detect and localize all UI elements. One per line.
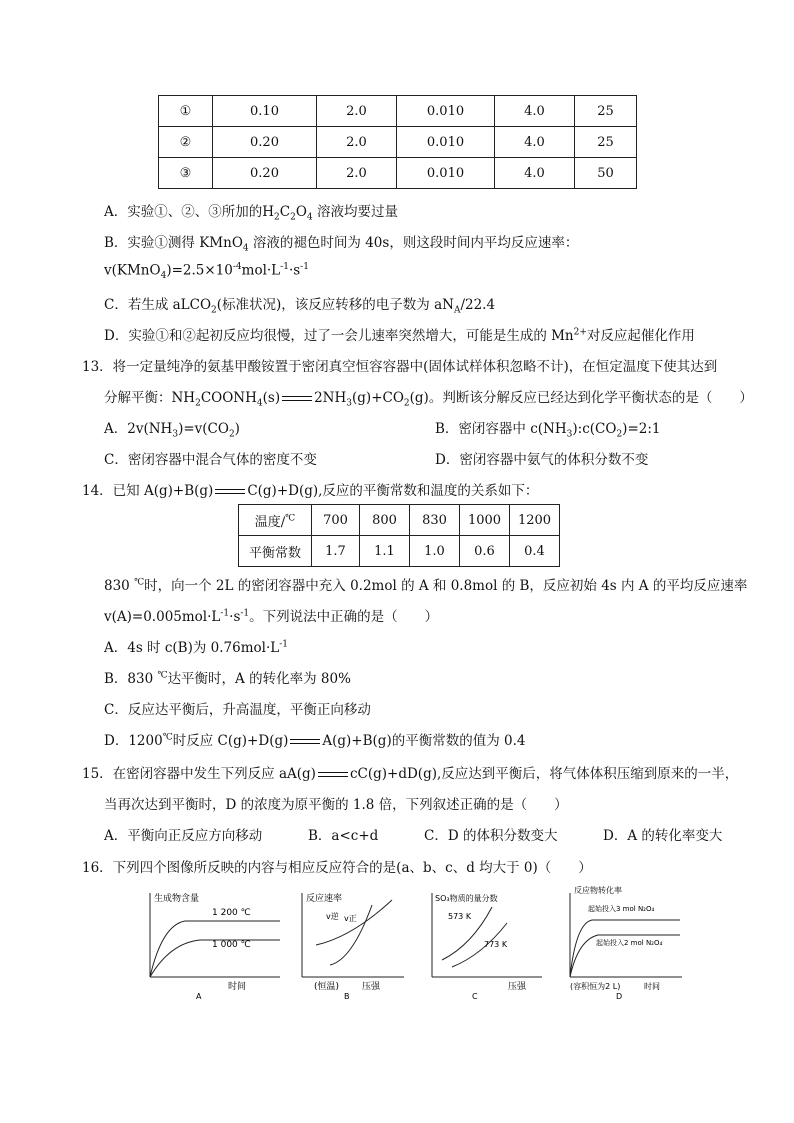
q16-stem: 16．下列四个图像所反映的内容与相应反应符合的是(a、b、c、d 均大于 0)（ ） [82,860,592,876]
svg-text:573 K: 573 K [448,912,472,921]
svg-text:压强: 压强 [508,982,527,992]
table-cell: 0.010 [397,127,495,158]
q12-option-a: A．实验①、②、③所加的$H_2C_2O_4$ 溶液均要过量 [104,204,398,223]
q13-stem-line1: 13．将一定量纯净的氨基甲酸铵置于密闭真空恒容容器中(固体试样体积忽略不计)，在恒定温度下使其达到 [82,359,718,375]
k-cell: 1.7 [312,536,360,567]
q14-option-c: C．反应达平衡后，升高温度，平衡正向移动 [104,702,371,718]
table-cell: 4.0 [495,158,575,189]
table-cell: 0.010 [397,96,495,127]
table-cell: 4.0 [495,96,575,127]
figure-a [140,885,290,1000]
svg-text:B: B [344,992,350,1000]
temp-cell: 700 [312,505,360,536]
equilibrium-arrow-icon [282,394,312,404]
svg-text:时间: 时间 [228,982,247,992]
equilibrium-constant-table [238,504,560,567]
svg-text:(恒温): (恒温) [314,982,340,992]
q14-option-a: A．4s 时 c(B)为 $0.76mol\cdot L^{-1}$ [104,639,288,656]
equilibrium-arrow-icon [215,487,245,497]
table-cell: 0.010 [397,158,495,189]
table-row [159,158,637,189]
figure-d [560,885,690,1000]
table-cell: 4.0 [495,127,575,158]
table-cell: 2.0 [317,96,397,127]
temp-cell: 1000 [460,505,510,536]
svg-text:(容积恒为2 L): (容积恒为2 L) [570,982,621,991]
q12-option-d: D．实验①和②起初反应均很慢，过了一会儿速率突然增大，可能是生成的 $Mn^{2+}$对反应起催化作用 [104,327,695,344]
svg-text:C: C [472,992,478,1000]
experiment-table [158,95,637,189]
q13-option-d: D．密闭容器中氨气的体积分数不变 [435,452,649,468]
svg-text:起始投入3 mol N₂O₄: 起始投入3 mol N₂O₄ [588,905,655,913]
q15-stem-line1: 15．在密闭容器中发生下列反应 aA(g) cC(g)+dD(g),反应达到平衡后，将气体体积压缩到原来的一半， [82,766,739,782]
k-cell: 0.4 [510,536,560,567]
q15-option-d: D．A 的转化率变大 [603,828,723,844]
svg-text:压强: 压强 [362,982,381,992]
svg-text:1 000 ℃: 1 000 ℃ [212,940,251,950]
q13-option-a: A．$2v(NH_3)=v(CO_2)$ [104,421,240,440]
q12-option-b-rate: $v(KMnO_4)=2.5\times 10^{-4}mol\cdot L^{-1}\cdot s^{-1}$ [104,262,309,282]
svg-text:A: A [196,992,202,1000]
svg-text:起始投入2 mol N₂O₄: 起始投入2 mol N₂O₄ [596,939,663,947]
svg-text:1 200 ℃: 1 200 ℃ [212,908,251,918]
table-cell: ① [159,96,213,127]
svg-text:反应物转化率: 反应物转化率 [574,886,622,895]
svg-text:生成物含量: 生成物含量 [154,894,200,904]
table-cell: 25 [575,96,637,127]
q14-paragraph-2: $v(A)=0.005mol\cdot L^{-1}\cdot s^{-1}$。下列说法中正确的是（ ） [104,608,439,625]
table-cell: 50 [575,158,637,189]
table-header-k: 平衡常数 [239,536,312,567]
q12-option-c: C．若生成 aLCO$_2$(标准状况)，该反应转移的电子数为 $aN_A/22.4$ [104,297,496,316]
table-row [159,127,637,158]
table-cell: 0.10 [213,96,317,127]
table-cell: ② [159,127,213,158]
svg-text:v正: v正 [344,914,357,923]
table-cell: ③ [159,158,213,189]
q15-stem-line2: 当再次达到平衡时，D 的浓度为原平衡的 1.8 倍，下列叙述正确的是（ ） [104,797,568,813]
q14-option-d: D．1200℃时反应 C(g)+D(g) A(g)+B(g)的平衡常数的值为 0.4 [104,732,526,749]
q15-option-c: C．D 的体积分数变大 [424,828,558,844]
q15-option-a: A．平衡向正反应方向移动 [104,828,263,844]
equilibrium-arrow-icon [318,770,348,780]
table-header-temp: 温度/℃ [239,505,312,536]
svg-text:773 K: 773 K [484,940,508,949]
svg-text:v逆: v逆 [326,912,339,921]
figure-c [422,885,552,1000]
k-cell: 0.6 [460,536,510,567]
table-cell: 2.0 [317,158,397,189]
svg-text:SO₃物质的量分数: SO₃物质的量分数 [435,894,498,903]
q13-stem-line2: 分解平衡：$NH_2COONH_4(s)$ $2NH_3(g)+CO_2(g)$。判断该分解反应已经达到化学平衡状态的是（ ） [104,390,753,409]
q12-option-b: B．实验①测得 KMnO$_4$ 溶液的褪色时间为 40s，则这段时间内平均反应速率： [104,235,579,254]
q15-option-b: B．a<c+d [308,828,379,844]
q13-option-b: B．密闭容器中 $c(NH_3):c(CO_2)=2:1$ [435,421,661,440]
temp-cell: 1200 [510,505,560,536]
svg-text:D: D [616,992,623,1000]
svg-text:时间: 时间 [644,982,660,991]
q13-option-c: C．密闭容器中混合气体的密度不变 [104,452,317,468]
temp-cell: 800 [360,505,410,536]
k-cell: 1.1 [360,536,410,567]
table-cell: 0.20 [213,158,317,189]
table-row [159,96,637,127]
svg-text:反应速率: 反应速率 [306,894,343,904]
equilibrium-arrow-icon [290,737,320,747]
q14-option-b: B．830 ℃达平衡时，A 的转化率为 80% [104,670,351,687]
figure-b [292,885,412,1000]
table-cell: 2.0 [317,127,397,158]
q14-stem: 14．已知 A(g)+B(g) C(g)+D(g),反应的平衡常数和温度的关系如下： [82,483,539,499]
table-cell: 25 [575,127,637,158]
table-cell: 0.20 [213,127,317,158]
temp-cell: 830 [410,505,460,536]
k-cell: 1.0 [410,536,460,567]
q14-paragraph-1: 830 ℃时，向一个 2L 的密闭容器中充入 0.2mol 的 A 和 0.8mol 的 B，反应初始 4s 内 A 的平均反应速率 [104,577,748,594]
